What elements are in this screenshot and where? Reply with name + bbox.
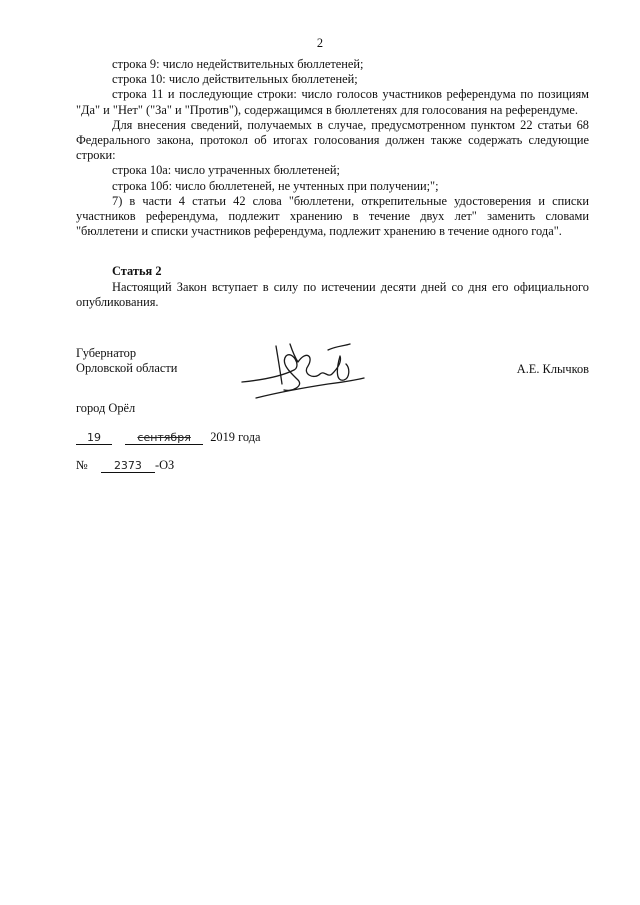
date-day: 19: [76, 431, 112, 445]
document-body: [76, 57, 589, 310]
signing-date: [76, 430, 261, 445]
date-month: сентября: [125, 431, 203, 445]
city-of-signing: город Орёл: [76, 401, 136, 415]
article-heading: Статья 2: [112, 264, 162, 279]
signatory-title-line1: Губернатор: [76, 346, 137, 360]
paragraph-line-10b: строка 10б: число бюллетеней, не учтенных при получении;";: [112, 178, 439, 193]
signatory-title: [76, 346, 177, 376]
paragraph-additional-lines: Для внесения сведений, получаемых в случае, предусмотренном пунктом 22 статьи 68 Федерального закона, протокол об итогах голосования должен также содержать следующие строки:: [76, 117, 589, 163]
paragraph-line-10: строка 10: число действительных бюллетеней;: [112, 72, 358, 87]
paragraph-item-7: 7) в части 4 статьи 42 слова "бюллетени, открепительные удостоверения и списки участников референдума, подлежит хранению в течение двух лет" заменить словами "бюллетени и списки участников референдума, подлежит хранению в течение одного года".: [76, 193, 589, 239]
page-number: 2: [316, 36, 324, 50]
paragraph-line-9: строка 9: число недействительных бюллетеней;: [112, 57, 364, 71]
law-number: [76, 458, 174, 473]
signatory-name: А.Е. Клычков: [516, 362, 589, 376]
paragraph-line-11: строка 11 и последующие строки: число голосов участников референдума по позициям "Да" и "Нет" ("За" и "Против"), содержащимся в бюллетенях для голосования на референдуме.: [76, 87, 589, 117]
law-number-value: 2373: [101, 459, 155, 473]
law-number-prefix: №: [76, 458, 88, 472]
paragraph-line-10a: строка 10а: число утраченных бюллетеней;: [112, 163, 340, 178]
date-year: 2019 года: [210, 430, 261, 444]
law-number-suffix: -ОЗ: [154, 458, 175, 472]
handwritten-signature: [232, 340, 372, 410]
article-text: Настоящий Закон вступает в силу по истечении десяти дней со дня его официального опубликования.: [76, 279, 589, 309]
signatory-title-line2: Орловской области: [76, 361, 178, 376]
